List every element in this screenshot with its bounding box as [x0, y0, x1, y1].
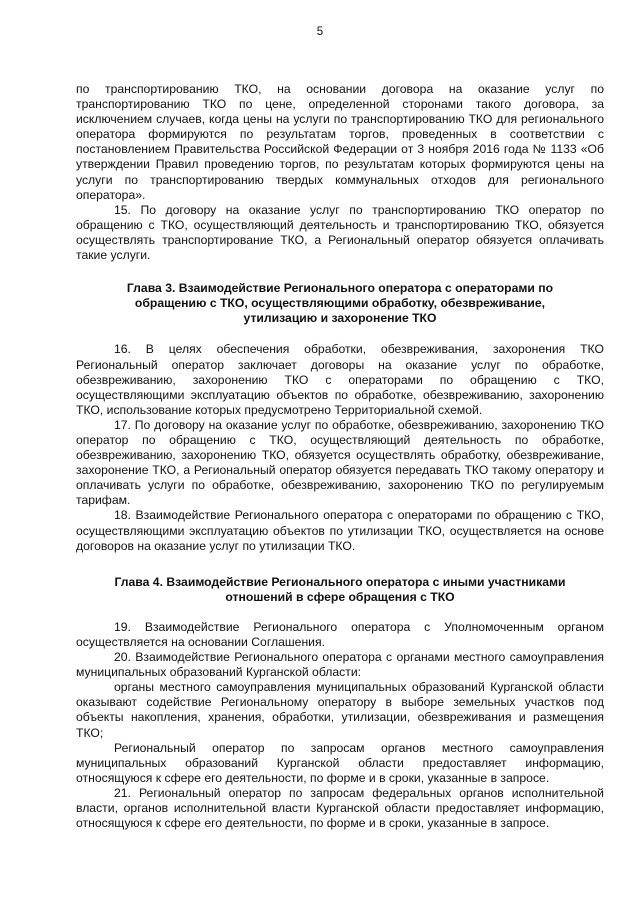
paragraph-20: 20. Взаимодействие Регионального оператора с органами местного самоуправления муниципальных образований Курганской области: [76, 650, 604, 680]
document-body [76, 82, 604, 831]
paragraph-21: 21. Региональный оператор по запросам федеральных органов исполнительной власти, органов исполнительной власти Курганской области предоставляет информацию, относящуюся к сфере его деятельности, по форме и в сроки, указанные в запросе. [76, 785, 604, 831]
paragraph-17: 17. По договору на оказание услуг по обработке, обезвреживанию, захоронению ТКО оператор по обращению с ТКО, осуществляющий деятельность по обработке, обезвреживанию, захоронению ТКО, обязуется осуществлять обработку, обезвреживание, захоронение ТКО, а Региональный оператор обязуется передавать ТКО такому оператору и оплачивать услуги по обработке, обезвреживанию, захоронению ТКО по регулируемым тарифам. [76, 417, 604, 508]
chapter-3-heading: Глава 3. Взаимодействие Регионального оператора с операторами по обращению с ТКО, осуществляющими обработку, обезвреживание, утилизацию и захоронение ТКО [126, 281, 554, 326]
paragraph-18: 18. Взаимодействие Регионального оператора с операторами по обращению с ТКО, осуществляющими эксплуатацию объектов по утилизации ТКО, осуществляется на основе договоров на оказание услуг по утилизации ТКО. [76, 508, 604, 553]
chapter-4-heading: Глава 4. Взаимодействие Регионального оператора с иными участниками отношений в сфере обращения с ТКО [114, 574, 566, 604]
paragraph-20-regional-operator: Региональный оператор по запросам органов местного самоуправления муниципальных образований Курганской области предоставляет информацию, относящуюся к сфере его деятельности, по форме и в сроки, указанные в запросе. [76, 740, 604, 785]
paragraph-20-local-authorities: органы местного самоуправления муниципальных образований Курганской области оказывают содействие Региональному оператору в выборе земельных участков под объекты накопления, хранения, обработки, утилизации, обезвреживания и размещения ТКО; [76, 680, 604, 740]
paragraph-continuation: по транспортированию ТКО, на основании договора на оказание услуг по транспортированию ТКО по цене, определенной сторонами такого договора, за исключением случаев, когда цены на услуги по транспортированию ТКО для регионального оператора формируются по результатам торгов, проведенных в соответствии с постановлением Правительства Российской Федерации от 3 ноября 2016 года № 1133 «Об утверждении Правил проведению торгов, по результатам которых формируются цены на услуги по транспортированию твердых коммунальных отходов для регионального оператора». [76, 82, 604, 202]
page-number: 5 [316, 26, 324, 38]
paragraph-15: 15. По договору на оказание услуг по транспортированию ТКО оператор по обращению с ТКО, осуществляющий деятельность и транспортированию ТКО, обязуется осуществлять транспортирование ТКО, а Региональный оператор обязуется оплачивать такие услуги. [76, 202, 604, 263]
paragraph-16: 16. В целях обеспечения обработки, обезвреживания, захоронения ТКО Региональный оператор заключает договоры на оказание услуг по обработке, обезвреживанию, захоронению ТКО с операторами по обращению с ТКО, осуществляющими эксплуатацию объектов по обработке, обезвреживанию, захоронению ТКО, использование которых предусмотрено Территориальной схемой. [76, 342, 604, 417]
paragraph-19: 19. Взаимодействие Регионального оператора с Уполномоченным органом осуществляется на основании Соглашения. [76, 619, 604, 649]
